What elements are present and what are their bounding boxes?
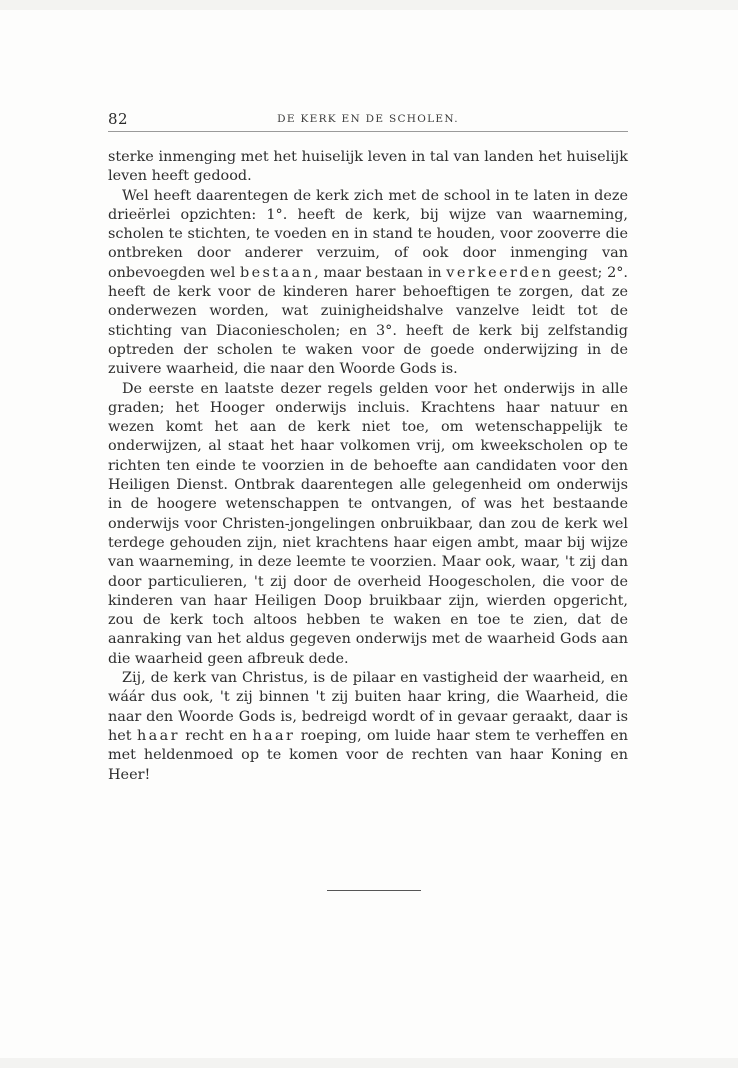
emphasized-word: haar xyxy=(252,727,296,744)
paragraph-text: roeping, om luide haar stem te verheffen en met heldenmoed op te komen voor de rechten van haar Koning en Heer! xyxy=(108,727,628,783)
body-text xyxy=(108,148,628,785)
paragraph-3 xyxy=(108,380,628,669)
paragraph-text: Zij, de kerk van Christus, is de pilaar en vastigheid der waarheid, en wáár dus ook, 't zij binnen 't zij buiten haar kring, die Waarheid, die naar den Woorde Gods is, bedreigd wordt of in gevaar geraakt, daar is het xyxy=(108,670,628,744)
paragraph-2 xyxy=(108,187,628,380)
page-top-edge xyxy=(0,0,738,10)
emphasized-word: verkeerden xyxy=(446,264,554,281)
paragraph-1 xyxy=(108,148,628,187)
paragraph-text: sterke inmenging met het huiselijk leven in tal van landen het huiselijk leven heeft gedood. xyxy=(108,149,628,185)
paragraph-text: recht en xyxy=(179,727,253,744)
paragraph-text: , maar bestaan in xyxy=(314,264,447,281)
paragraph-4 xyxy=(108,669,628,785)
running-head: DE KERK EN DE SCHOLEN. xyxy=(277,113,459,125)
page-bottom-edge xyxy=(0,1058,738,1068)
paragraph-text: De eerste en laatste dezer regels gelden voor het onderwijs in alle graden; het Hooger onderwijs incluis. Krachtens haar natuur en wezen komt het aan de kerk niet toe, om wetenschappelijk te onderwijzen, al staat het haar volkomen vrij, om kweekscholen op te richten ten einde te voorzien in de behoefte aan candidaten voor den Heiligen Dienst. Ontbrak daarentegen alle gelegenheid om onderwijs in de hoogere wetenschappen te ontvangen, of was het bestaande onderwijs voor Christen-jongelingen onbruikbaar, dan zou de kerk wel terdege gehouden zijn, niet krachtens haar eigen ambt, maar bij wijze van waarneming, in deze leemte te voorzien. Maar ook, waar, 't zij dan door particulieren, 't zij door de overheid Hoogescholen, die voor de kinderen van haar Heiligen Doop bruikbaar zijn, wierden opgericht, zou de kerk toch altoos hebben te waken en toe te zien, dat de aanraking van het aldus gegeven onderwijs met de waarheid Gods aan die waarheid geen afbreuk dede. xyxy=(108,380,628,667)
paragraph-text: Wel heeft daarentegen de kerk zich met de school in te laten in deze drieërlei opzichten: 1°. heeft de kerk, bij wijze van waarneming, scholen te stichten, te voeden en in stand te houden, voor zooverre die ontbreken door anderer verzuim, of ook door inmenging van onbevoegden wel xyxy=(108,187,628,281)
paragraph-text: geest; 2°. heeft de kerk voor de kinderen harer behoeftigen te zorgen, dat ze onderwezen worden, wat zuinigheidshalve vanzelve leidt tot de stichting van Diaconiescholen; en 3°. heeft de kerk bij zelfstandig optreden der scholen te waken voor de goede onderwijzing in de zuivere waarheid, die naar den Woorde Gods is. xyxy=(108,264,628,378)
emphasized-word: haar xyxy=(136,727,180,744)
header-rule xyxy=(108,131,628,132)
page-number: 82 xyxy=(108,110,129,128)
emphasized-word: bestaan xyxy=(239,264,315,281)
end-rule xyxy=(327,890,421,891)
